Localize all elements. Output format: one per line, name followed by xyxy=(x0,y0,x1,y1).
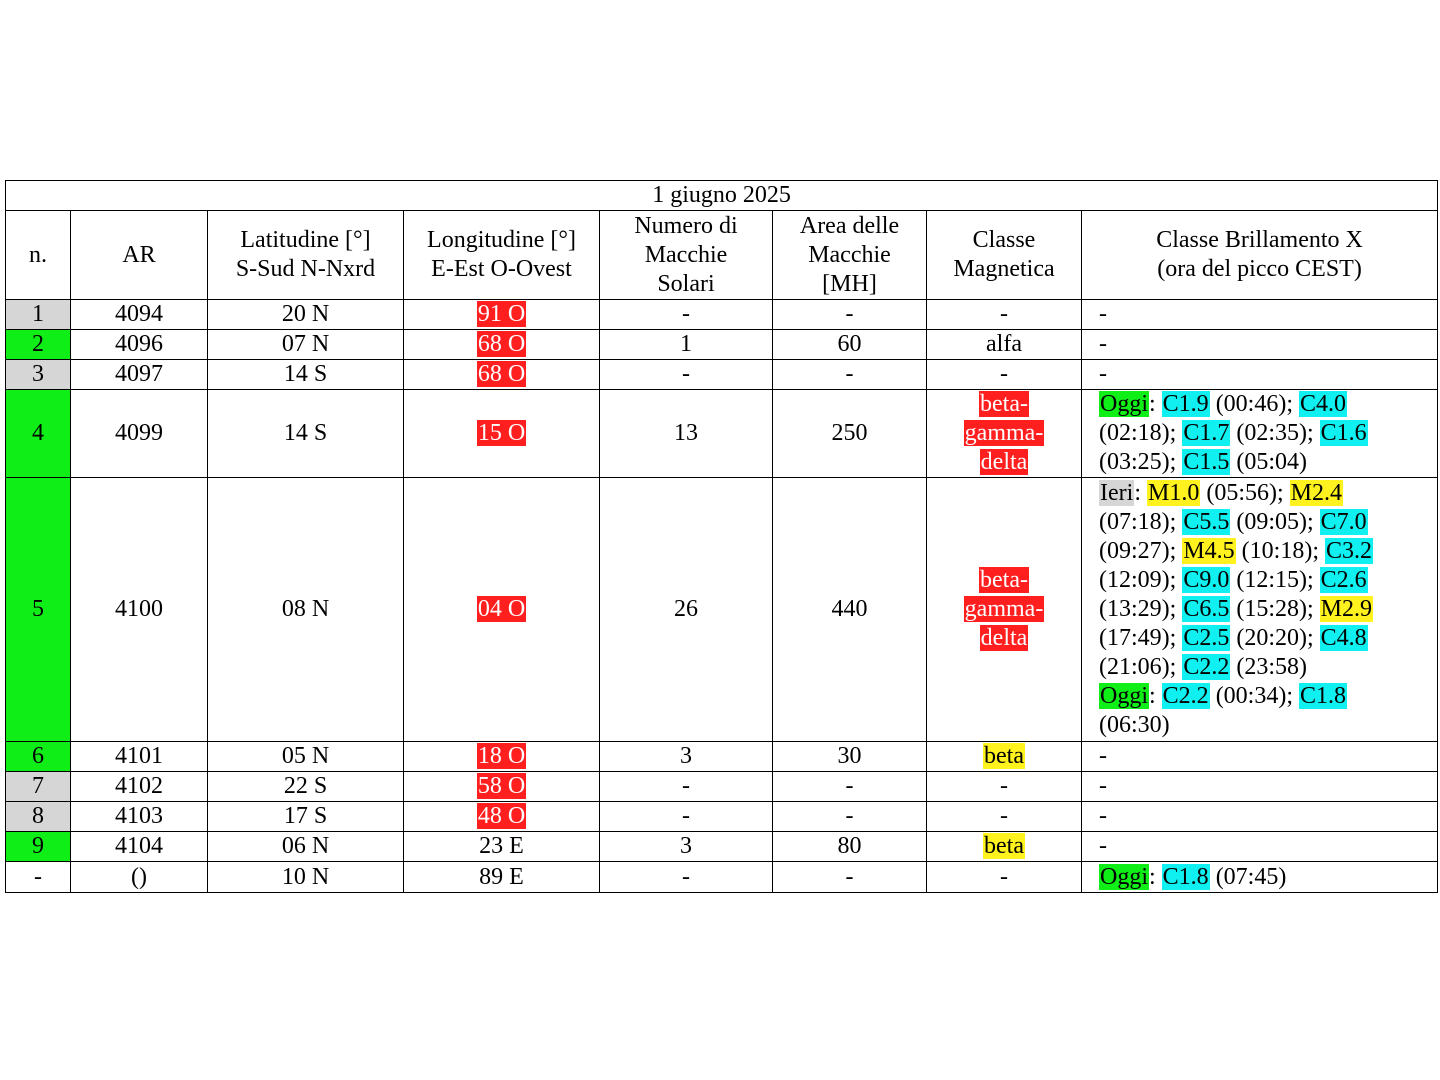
flare-segment: M4.5 xyxy=(1183,538,1235,564)
table-row xyxy=(6,360,1438,390)
flare-segment: : xyxy=(1134,480,1147,506)
header-col-flare-class xyxy=(1082,211,1438,300)
cell-spot-count: 13 xyxy=(600,390,773,478)
header-col-magnetic-class xyxy=(927,211,1082,300)
cell-ar: 4097 xyxy=(71,360,208,390)
magnetic-class-value: beta xyxy=(984,833,1024,859)
flare-segment: Oggi xyxy=(1100,683,1148,709)
cell-longitude xyxy=(404,862,600,893)
table-row xyxy=(6,330,1438,360)
flare-segment: C7.0 xyxy=(1320,509,1367,535)
header-text: Classe Brillamento X xyxy=(1156,227,1363,253)
cell-flare-class xyxy=(1082,742,1438,772)
cell-magnetic-class xyxy=(927,390,1082,478)
cell-latitude: 14 S xyxy=(208,360,404,390)
flare-segment: (12:09); xyxy=(1099,567,1183,593)
flare-segment: (23:58) xyxy=(1230,654,1307,680)
cell-latitude: 08 N xyxy=(208,478,404,742)
header-text: AR xyxy=(122,241,156,268)
cell-spot-count: - xyxy=(600,802,773,832)
magnetic-class-value: - xyxy=(1000,773,1008,799)
flare-segment: - xyxy=(1099,301,1107,327)
header-col-latitude xyxy=(208,211,404,300)
cell-ar: 4102 xyxy=(71,772,208,802)
header-text: Numero di xyxy=(634,212,738,239)
flare-segment: Oggi xyxy=(1100,863,1148,890)
cell-spot-count: 3 xyxy=(600,742,773,772)
flare-segment: C1.7 xyxy=(1183,420,1230,446)
cell-latitude: 22 S xyxy=(208,772,404,802)
flare-segment: C1.5 xyxy=(1183,449,1230,475)
table-row xyxy=(6,862,1438,893)
cell-magnetic-class xyxy=(927,478,1082,742)
header-col-spot-count xyxy=(600,211,773,300)
flare-segment: C3.2 xyxy=(1326,538,1373,564)
longitude-value: 04 O xyxy=(477,596,526,622)
table-row xyxy=(6,772,1438,802)
magnetic-class-value: - xyxy=(1000,863,1008,890)
flare-segment: - xyxy=(1099,803,1107,829)
cell-spot-area: 80 xyxy=(773,832,927,862)
flare-segment: (13:29); xyxy=(1099,596,1183,622)
flare-segment: - xyxy=(1099,743,1107,769)
flare-segment: : xyxy=(1149,863,1162,890)
cell-longitude xyxy=(404,832,600,862)
flare-segment: C1.8 xyxy=(1162,863,1209,890)
cell-n: 9 xyxy=(6,832,71,862)
flare-segment: M2.9 xyxy=(1320,596,1373,622)
flare-segment: (09:05); xyxy=(1230,509,1320,535)
cell-n: 1 xyxy=(6,300,71,330)
cell-longitude xyxy=(404,478,600,742)
table-row xyxy=(6,742,1438,772)
header-text: Solari xyxy=(657,270,715,297)
cell-latitude: 06 N xyxy=(208,832,404,862)
flare-segment: (00:46); xyxy=(1209,391,1300,417)
flare-segment: - xyxy=(1099,833,1107,859)
header-col-longitude xyxy=(404,211,600,300)
cell-spot-area: 440 xyxy=(773,478,927,742)
table-row xyxy=(6,802,1438,832)
cell-n: - xyxy=(6,862,71,893)
flare-segment: - xyxy=(1099,331,1107,357)
magnetic-class-value: delta xyxy=(980,625,1028,651)
header-text: Macchie xyxy=(644,241,728,268)
header-text: Area delle xyxy=(799,212,900,239)
flare-segment: C2.5 xyxy=(1183,625,1230,651)
cell-magnetic-class xyxy=(927,832,1082,862)
flare-segment: C2.6 xyxy=(1320,567,1367,593)
flare-segment: C2.2 xyxy=(1162,683,1209,709)
longitude-value: 89 E xyxy=(479,863,524,890)
cell-spot-area: 60 xyxy=(773,330,927,360)
cell-ar: 4101 xyxy=(71,742,208,772)
flare-segment: Ieri xyxy=(1100,480,1134,506)
header-text: S-Sud N-Nxrd xyxy=(235,256,376,282)
header-col-ar xyxy=(71,211,208,300)
cell-spot-area: - xyxy=(773,772,927,802)
cell-latitude: 07 N xyxy=(208,330,404,360)
flare-segment: (00:34); xyxy=(1209,683,1300,709)
flare-segment: (09:27); xyxy=(1099,538,1183,564)
cell-ar: 4094 xyxy=(71,300,208,330)
cell-n: 7 xyxy=(6,772,71,802)
table-title: 1 giugno 2025 xyxy=(6,181,1438,211)
table-row xyxy=(6,390,1438,478)
longitude-value: 68 O xyxy=(477,331,526,357)
flare-segment: C6.5 xyxy=(1183,596,1230,622)
header-text: (ora del picco CEST) xyxy=(1157,256,1362,282)
cell-flare-class xyxy=(1082,832,1438,862)
header-row xyxy=(6,211,1438,300)
longitude-value: 18 O xyxy=(477,743,526,769)
header-text: [MH] xyxy=(822,270,877,297)
flare-segment: : xyxy=(1149,391,1162,417)
flare-segment: (21:06); xyxy=(1099,654,1183,680)
cell-latitude: 14 S xyxy=(208,390,404,478)
cell-ar: 4104 xyxy=(71,832,208,862)
flare-segment: C4.8 xyxy=(1320,625,1367,651)
table-row xyxy=(6,300,1438,330)
table-row xyxy=(6,478,1438,742)
flare-segment: (02:18); xyxy=(1099,420,1183,446)
magnetic-class-value: delta xyxy=(980,449,1028,475)
cell-spot-area: - xyxy=(773,300,927,330)
flare-segment: C1.9 xyxy=(1162,391,1209,417)
cell-latitude: 05 N xyxy=(208,742,404,772)
header-text: Longitudine [°] xyxy=(427,227,576,253)
flare-segment: (05:56); xyxy=(1200,480,1290,506)
cell-n: 4 xyxy=(6,390,71,478)
magnetic-class-value: - xyxy=(1000,361,1008,387)
cell-magnetic-class xyxy=(927,330,1082,360)
cell-spot-count: 26 xyxy=(600,478,773,742)
cell-n: 2 xyxy=(6,330,71,360)
cell-flare-class xyxy=(1082,330,1438,360)
flare-segment: C4.0 xyxy=(1300,391,1347,417)
cell-magnetic-class xyxy=(927,862,1082,893)
title-row xyxy=(6,181,1438,211)
cell-flare-class xyxy=(1082,802,1438,832)
flare-segment: M1.0 xyxy=(1147,480,1200,506)
cell-ar: 4103 xyxy=(71,802,208,832)
cell-spot-area: - xyxy=(773,360,927,390)
cell-magnetic-class xyxy=(927,772,1082,802)
cell-longitude xyxy=(404,300,600,330)
cell-latitude: 17 S xyxy=(208,802,404,832)
header-text: Classe xyxy=(972,227,1036,253)
longitude-value: 58 O xyxy=(477,773,526,799)
cell-ar: 4099 xyxy=(71,390,208,478)
cell-latitude: 20 N xyxy=(208,300,404,330)
flare-segment: (06:30) xyxy=(1099,712,1170,738)
magnetic-class-value: gamma- xyxy=(964,420,1044,446)
flare-segment: (10:18); xyxy=(1235,538,1325,564)
cell-magnetic-class xyxy=(927,742,1082,772)
flare-segment: (02:35); xyxy=(1230,420,1320,446)
cell-latitude: 10 N xyxy=(208,862,404,893)
cell-flare-class xyxy=(1082,390,1438,478)
sunspot-table xyxy=(5,180,1438,893)
flare-segment: C1.6 xyxy=(1320,420,1367,446)
header-col-n xyxy=(6,211,71,300)
longitude-value: 91 O xyxy=(477,301,526,327)
cell-spot-count: 3 xyxy=(600,832,773,862)
flare-segment: C5.5 xyxy=(1183,509,1230,535)
longitude-value: 68 O xyxy=(477,361,526,387)
cell-flare-class xyxy=(1082,862,1438,893)
cell-longitude xyxy=(404,360,600,390)
flare-segment: (17:49); xyxy=(1099,625,1183,651)
cell-flare-class xyxy=(1082,478,1438,742)
cell-flare-class xyxy=(1082,772,1438,802)
cell-spot-area: - xyxy=(773,802,927,832)
cell-n: 8 xyxy=(6,802,71,832)
flare-segment: (15:28); xyxy=(1230,596,1320,622)
flare-segment: (03:25); xyxy=(1099,449,1183,475)
flare-segment: C9.0 xyxy=(1183,567,1230,593)
table-row xyxy=(6,832,1438,862)
cell-flare-class xyxy=(1082,360,1438,390)
flare-segment: (07:18); xyxy=(1099,509,1183,535)
flare-segment: (05:04) xyxy=(1230,449,1307,475)
cell-longitude xyxy=(404,802,600,832)
magnetic-class-value: beta- xyxy=(980,567,1028,593)
cell-longitude xyxy=(404,772,600,802)
magnetic-class-value: alfa xyxy=(986,331,1022,357)
flare-segment: (20:20); xyxy=(1230,625,1320,651)
header-text: Macchie xyxy=(808,241,891,268)
flare-segment: : xyxy=(1149,683,1162,709)
header-text: Magnetica xyxy=(953,256,1055,282)
flare-segment: - xyxy=(1099,773,1107,799)
cell-spot-area: - xyxy=(773,862,927,893)
cell-spot-count: - xyxy=(600,772,773,802)
cell-magnetic-class xyxy=(927,360,1082,390)
cell-magnetic-class xyxy=(927,300,1082,330)
flare-segment: Oggi xyxy=(1100,391,1148,417)
cell-n: 3 xyxy=(6,360,71,390)
magnetic-class-value: - xyxy=(1000,301,1008,327)
magnetic-class-value: beta xyxy=(984,743,1024,769)
cell-spot-area: 30 xyxy=(773,742,927,772)
flare-segment: - xyxy=(1099,361,1107,387)
flare-segment: (07:45) xyxy=(1209,863,1287,890)
flare-segment: C1.8 xyxy=(1300,683,1347,709)
header-text: E-Est O-Ovest xyxy=(431,256,572,282)
flare-segment: M2.4 xyxy=(1290,480,1342,506)
cell-spot-area: 250 xyxy=(773,390,927,478)
header-col-spot-area xyxy=(773,211,927,300)
cell-ar: () xyxy=(71,862,208,893)
cell-spot-count: - xyxy=(600,300,773,330)
cell-magnetic-class xyxy=(927,802,1082,832)
cell-longitude xyxy=(404,330,600,360)
longitude-value: 23 E xyxy=(479,833,524,859)
header-text: n. xyxy=(29,241,47,268)
cell-flare-class xyxy=(1082,300,1438,330)
longitude-value: 15 O xyxy=(477,420,526,446)
cell-spot-count: - xyxy=(600,360,773,390)
cell-longitude xyxy=(404,742,600,772)
longitude-value: 48 O xyxy=(477,803,526,829)
flare-segment: (12:15); xyxy=(1230,567,1320,593)
cell-ar: 4100 xyxy=(71,478,208,742)
cell-n: 5 xyxy=(6,478,71,742)
flare-segment: C2.2 xyxy=(1183,654,1230,680)
cell-spot-count: 1 xyxy=(600,330,773,360)
magnetic-class-value: gamma- xyxy=(964,596,1044,622)
cell-ar: 4096 xyxy=(71,330,208,360)
cell-n: 6 xyxy=(6,742,71,772)
magnetic-class-value: beta- xyxy=(980,391,1028,417)
magnetic-class-value: - xyxy=(1000,803,1008,829)
cell-spot-count: - xyxy=(600,862,773,893)
header-text: Latitudine [°] xyxy=(240,227,371,253)
cell-longitude xyxy=(404,390,600,478)
